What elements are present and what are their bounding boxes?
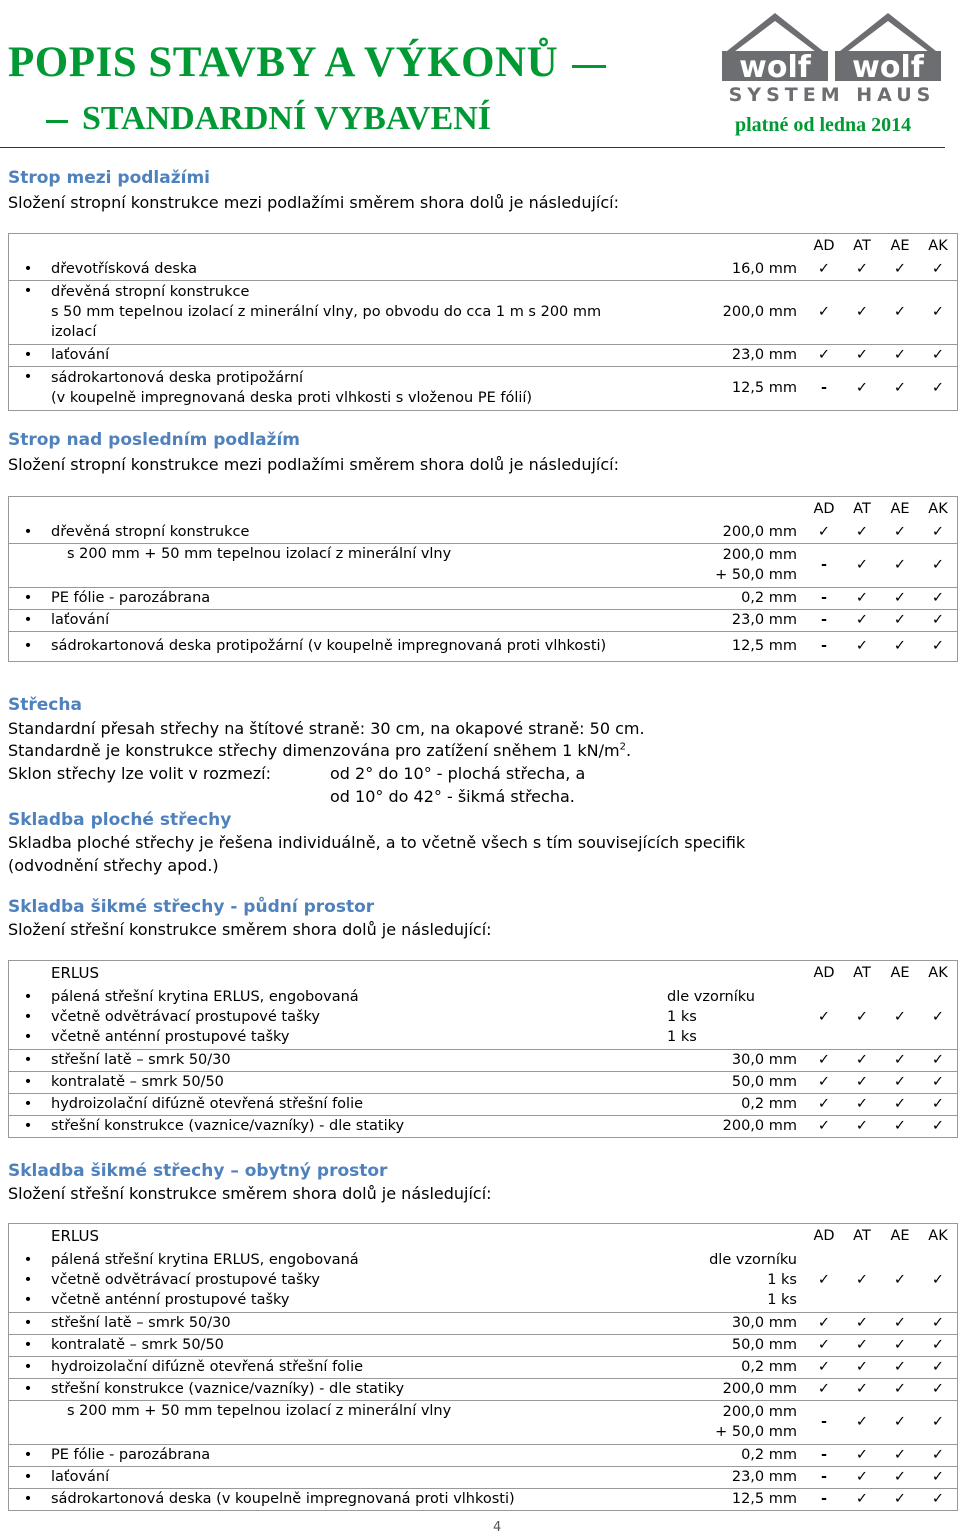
check-icon: ✓ (843, 1400, 881, 1444)
check-icon: ✓ (881, 631, 919, 661)
doc-subtitle-text: STANDARDNÍ VYBAVENÍ (82, 100, 492, 137)
row-desc: dřevotřísková deska (47, 258, 667, 280)
bullet: • (23, 1008, 33, 1025)
roof-slope-flat: od 2° do 10° - plochá střecha, a (330, 764, 586, 783)
check-icon: ✓ (881, 1049, 919, 1071)
check-icon: ✓ (919, 1378, 958, 1400)
check-icon: ✓ (919, 1071, 958, 1093)
check-icon: ✓ (919, 1466, 958, 1488)
col-ad: AD (813, 238, 835, 254)
section-heading-pitched-attic: Skladba šikmé střechy - půdní prostor (8, 897, 375, 917)
check-icon: ✓ (919, 985, 958, 1049)
check-icon: ✓ (843, 1115, 881, 1137)
bullet: • (9, 366, 48, 410)
superscript: 2 (619, 741, 626, 753)
col-ad: AD (813, 1228, 835, 1244)
header-divider (0, 147, 945, 148)
roof-slope-pitched: od 10° do 42° - šikmá střecha. (330, 787, 575, 806)
table-header-row (9, 497, 958, 522)
col-at: AT (853, 501, 871, 517)
check-icon: ✓ (919, 587, 958, 609)
check-icon: ✓ (881, 1378, 919, 1400)
table-row (9, 258, 958, 280)
check-icon: ✓ (843, 366, 881, 410)
check-icon: ✓ (843, 1071, 881, 1093)
check-icon: ✓ (843, 1378, 881, 1400)
check-icon: ✓ (805, 1378, 843, 1400)
col-ad: AD (813, 965, 835, 981)
table-row (9, 1115, 958, 1137)
row-value: 0,2 mm (667, 1444, 805, 1466)
bullet: • (9, 1334, 48, 1356)
wolf-logo-right (835, 13, 941, 85)
dash-mark: - (805, 587, 843, 609)
row-desc-line: pálená střešní krytina ERLUS, engobovaná (51, 1251, 359, 1268)
check-icon: ✓ (843, 280, 881, 344)
check-icon: ✓ (881, 587, 919, 609)
row-desc (47, 366, 667, 410)
check-icon: ✓ (843, 985, 881, 1049)
check-icon: ✓ (843, 1356, 881, 1378)
row-desc: PE fólie - parozábrana (47, 1444, 667, 1466)
check-icon: ✓ (919, 258, 958, 280)
table-row (9, 1248, 958, 1312)
row-value: 23,0 mm (667, 344, 805, 366)
row-value: 0,2 mm (667, 587, 805, 609)
check-icon: ✓ (805, 258, 843, 280)
bullet: • (23, 1271, 33, 1288)
check-icon: ✓ (881, 344, 919, 366)
table-row (9, 1312, 958, 1334)
svg-text:wolf: wolf (739, 50, 811, 85)
floor-ceiling-table (8, 233, 958, 411)
check-icon: ✓ (919, 521, 958, 543)
doc-title (8, 38, 606, 87)
check-icon: ✓ (881, 985, 919, 1049)
check-icon: ✓ (881, 1334, 919, 1356)
check-icon: ✓ (919, 366, 958, 410)
check-icon: ✓ (881, 258, 919, 280)
bullet: • (9, 1466, 48, 1488)
check-icon: ✓ (919, 1334, 958, 1356)
check-icon: ✓ (881, 1312, 919, 1334)
bullet: • (23, 988, 33, 1005)
bullet: • (23, 1291, 33, 1308)
row-desc (47, 985, 657, 1049)
row-desc-line: včetně odvětrávací prostupové tašky (51, 1008, 320, 1025)
row-value: 50,0 mm (657, 1071, 805, 1093)
doc-subtitle (46, 100, 491, 138)
row-value-line: dle vzorníku (709, 1251, 797, 1268)
row-desc-line: dřevěná stropní konstrukce (51, 284, 250, 300)
doc-title-text: POPIS STAVBY A VÝKONŮ (8, 39, 559, 86)
col-ae: AE (890, 501, 910, 517)
flat-roof-text: Skladba ploché střechy je řešena individuálně, a to včetně všech s tím souvisejících specifik (8, 833, 746, 852)
col-ad: AD (813, 501, 835, 517)
row-value: 0,2 mm (657, 1093, 805, 1115)
row-desc: PE fólie - parozábrana (47, 587, 667, 609)
row-desc: s 200 mm + 50 mm tepelnou izolací z minerální vlny (47, 543, 667, 587)
row-value-line: 1 ks (767, 1271, 797, 1288)
check-icon: ✓ (843, 1248, 881, 1312)
check-icon: ✓ (843, 1049, 881, 1071)
bullet: • (9, 587, 48, 609)
check-icon: ✓ (843, 1444, 881, 1466)
table-row (9, 344, 958, 366)
row-value: 12,5 mm (667, 631, 805, 661)
col-at: AT (853, 965, 871, 981)
table-row (9, 366, 958, 410)
check-icon: ✓ (919, 344, 958, 366)
check-icon: ✓ (919, 609, 958, 631)
section-intro: Složení stropní konstrukce mezi podlažími směrem shora dolů je následující: (8, 455, 619, 474)
check-icon: ✓ (919, 1093, 958, 1115)
table-row (9, 1334, 958, 1356)
dash-mark: - (805, 366, 843, 410)
pitched-attic-table (8, 960, 958, 1138)
bullet: • (9, 1356, 48, 1378)
row-desc-line: izolací (51, 324, 97, 340)
check-icon: ✓ (881, 366, 919, 410)
row-desc: hydroizolační difúzně otevřená střešní folie (47, 1093, 657, 1115)
row-value (657, 985, 805, 1049)
check-icon: ✓ (805, 1049, 843, 1071)
check-icon: ✓ (843, 344, 881, 366)
row-desc: laťování (47, 344, 667, 366)
roof-snow-text: Standardně je konstrukce střechy dimenzována pro zatížení sněhem 1 kN/m (8, 741, 620, 760)
title-underline (572, 65, 606, 68)
table-row (9, 609, 958, 631)
check-icon: ✓ (805, 521, 843, 543)
subtitle-underline (46, 120, 68, 123)
check-icon: ✓ (843, 258, 881, 280)
table-row (9, 1400, 958, 1444)
row-value: 200,0 mm (667, 280, 805, 344)
check-icon: ✓ (881, 1356, 919, 1378)
table-row (9, 1356, 958, 1378)
pitched-living-table (8, 1223, 958, 1511)
check-icon: ✓ (919, 1488, 958, 1510)
table-header-row (9, 961, 958, 986)
row-value: 50,0 mm (667, 1334, 805, 1356)
check-icon: ✓ (919, 1400, 958, 1444)
check-icon: ✓ (919, 631, 958, 661)
bullet-group (9, 1248, 48, 1312)
check-icon: ✓ (881, 1248, 919, 1312)
table-row (9, 1466, 958, 1488)
col-ak: AK (928, 238, 948, 254)
bullet: • (9, 1312, 48, 1334)
table-row (9, 1444, 958, 1466)
table-row (9, 985, 958, 1049)
roof-slope-label: Sklon střechy lze volit v rozmezí: (8, 764, 271, 783)
row-value: 200,0 mm (667, 521, 805, 543)
check-icon: ✓ (843, 1488, 881, 1510)
table-row (9, 1093, 958, 1115)
check-icon: ✓ (805, 280, 843, 344)
check-icon: ✓ (881, 1466, 919, 1488)
row-value: 200,0 mm (657, 1115, 805, 1137)
row-desc: hydroizolační difúzně otevřená střešní folie (47, 1356, 667, 1378)
roof-overhang-text: Standardní přesah střechy na štítové straně: 30 cm, na okapové straně: 50 cm. (8, 719, 645, 738)
check-icon: ✓ (919, 1248, 958, 1312)
svg-text:wolf: wolf (852, 50, 924, 85)
row-desc-line: (v koupelně impregnovaná deska proti vlhkosti s vloženou PE fólií) (51, 390, 533, 406)
row-desc: střešní konstrukce (vaznice/vazníky) - dle statiky (47, 1115, 657, 1137)
bullet: • (9, 344, 48, 366)
row-value: 16,0 mm (667, 258, 805, 280)
table-row (9, 1071, 958, 1093)
dash-mark: - (805, 543, 843, 587)
brand-label: ERLUS (51, 964, 100, 982)
table-row (9, 587, 958, 609)
row-value: 30,0 mm (657, 1049, 805, 1071)
check-icon: ✓ (843, 1466, 881, 1488)
check-icon: ✓ (919, 280, 958, 344)
table-row (9, 521, 958, 543)
col-at: AT (853, 238, 871, 254)
dash-mark: - (805, 631, 843, 661)
bullet: • (23, 1251, 33, 1268)
col-at: AT (853, 1228, 871, 1244)
row-desc (47, 280, 667, 344)
col-ak: AK (928, 501, 948, 517)
table-row (9, 1049, 958, 1071)
section-intro: Složení střešní konstrukce směrem shora dolů je následující: (8, 920, 492, 939)
check-icon: ✓ (843, 1312, 881, 1334)
row-desc: sádrokartonová deska (v koupelně impregnovaná proti vlhkosti) (47, 1488, 667, 1510)
table-row (9, 631, 958, 661)
brand-label: ERLUS (51, 1227, 100, 1245)
section-heading-flat-roof: Skladba ploché střechy (8, 810, 232, 830)
check-icon: ✓ (805, 1071, 843, 1093)
check-icon: ✓ (805, 1093, 843, 1115)
bullet: • (9, 1115, 48, 1137)
row-desc: s 200 mm + 50 mm tepelnou izolací z minerální vlny (47, 1400, 667, 1444)
check-icon: ✓ (881, 1488, 919, 1510)
check-icon: ✓ (919, 1049, 958, 1071)
check-icon: ✓ (843, 609, 881, 631)
dash-mark: - (805, 1466, 843, 1488)
row-value: 12,5 mm (667, 366, 805, 410)
row-value-line: + 50,0 mm (715, 1424, 797, 1440)
flat-roof-text: (odvodnění střechy apod.) (8, 856, 219, 875)
check-icon: ✓ (881, 280, 919, 344)
check-icon: ✓ (881, 1115, 919, 1137)
dash-mark: - (805, 609, 843, 631)
section-heading-roof: Střecha (8, 695, 82, 715)
row-value (667, 1248, 805, 1312)
wolf-system-haus-logo (720, 5, 945, 105)
check-icon: ✓ (919, 543, 958, 587)
bullet-group (9, 985, 48, 1049)
row-value-line: 1 ks (667, 1028, 697, 1045)
bullet: • (9, 258, 48, 280)
row-desc: kontralatě – smrk 50/50 (47, 1334, 667, 1356)
row-desc: sádrokartonová deska protipožární (v koupelně impregnovaná proti vlhkosti) (47, 631, 667, 661)
bullet: • (9, 521, 48, 543)
check-icon: ✓ (919, 1115, 958, 1137)
check-icon: ✓ (843, 587, 881, 609)
table-header-row (9, 1224, 958, 1249)
dash-mark: - (805, 1488, 843, 1510)
row-desc: střešní latě – smrk 50/30 (47, 1049, 657, 1071)
section-heading-pitched-living: Skladba šikmé střechy – obytný prostor (8, 1161, 388, 1181)
check-icon: ✓ (881, 1071, 919, 1093)
check-icon: ✓ (919, 1356, 958, 1378)
check-icon: ✓ (881, 1093, 919, 1115)
bullet: • (23, 1028, 33, 1045)
row-desc-line: pálená střešní krytina ERLUS, engobovaná (51, 988, 359, 1005)
col-ae: AE (890, 238, 910, 254)
row-value (667, 1400, 805, 1444)
row-value-line: + 50,0 mm (715, 567, 797, 583)
check-icon: ✓ (843, 1334, 881, 1356)
row-value: 23,0 mm (667, 609, 805, 631)
roof-snow-end: . (625, 741, 632, 760)
bullet: • (9, 1071, 48, 1093)
table-row (9, 280, 958, 344)
row-desc (47, 1248, 667, 1312)
check-icon: ✓ (805, 1115, 843, 1137)
row-value-line: 200,0 mm (722, 547, 797, 563)
dash-mark: - (805, 1444, 843, 1466)
check-icon: ✓ (843, 631, 881, 661)
row-value: 0,2 mm (667, 1356, 805, 1378)
check-icon: ✓ (881, 521, 919, 543)
row-value-line: 1 ks (767, 1291, 797, 1308)
section-heading-top-ceiling: Strop nad posledním podlažím (8, 430, 300, 450)
col-ae: AE (890, 1228, 910, 1244)
row-desc: střešní konstrukce (vaznice/vazníky) - dle statiky (47, 1378, 667, 1400)
check-icon: ✓ (881, 543, 919, 587)
check-icon: ✓ (843, 521, 881, 543)
check-icon: ✓ (919, 1444, 958, 1466)
row-desc-line: včetně odvětrávací prostupové tašky (51, 1271, 320, 1288)
check-icon: ✓ (881, 1444, 919, 1466)
row-value: 200,0 mm (667, 1378, 805, 1400)
row-desc-line: s 50 mm tepelnou izolací z minerální vlny, po obvodu do cca 1 m s 200 mm (51, 304, 602, 320)
roof-snow-load-text (8, 741, 631, 760)
row-value (667, 543, 805, 587)
row-desc-line: včetně anténní prostupové tašky (51, 1291, 290, 1308)
check-icon: ✓ (843, 1093, 881, 1115)
validity-date: platné od ledna 2014 (735, 114, 912, 136)
row-value: 30,0 mm (667, 1312, 805, 1334)
check-icon: ✓ (881, 609, 919, 631)
bullet: • (9, 1093, 48, 1115)
row-desc: dřevěná stropní konstrukce (47, 521, 667, 543)
wolf-logo-left (722, 13, 828, 85)
table-row (9, 1488, 958, 1510)
row-desc-line: sádrokartonová deska protipožární (51, 370, 304, 386)
row-value: 12,5 mm (667, 1488, 805, 1510)
row-value-line: dle vzorníku (667, 988, 755, 1005)
check-icon: ✓ (805, 1248, 843, 1312)
bullet: • (9, 1049, 48, 1071)
check-icon: ✓ (805, 1312, 843, 1334)
row-desc: kontralatě – smrk 50/50 (47, 1071, 657, 1093)
check-icon: ✓ (843, 543, 881, 587)
row-value-line: 200,0 mm (722, 1404, 797, 1420)
top-ceiling-table (8, 496, 958, 662)
col-ak: AK (928, 1228, 948, 1244)
check-icon: ✓ (805, 985, 843, 1049)
section-intro: Složení stropní konstrukce mezi podlažími směrem shora dolů je následující: (8, 193, 619, 212)
bullet: • (9, 631, 48, 661)
table-row (9, 1378, 958, 1400)
row-desc: laťování (47, 1466, 667, 1488)
bullet: • (9, 1378, 48, 1400)
row-value: 23,0 mm (667, 1466, 805, 1488)
bullet: • (9, 1488, 48, 1510)
table-row (9, 543, 958, 587)
col-ak: AK (928, 965, 948, 981)
bullet: • (9, 280, 48, 344)
section-heading-floor-ceiling: Strop mezi podlažími (8, 168, 210, 188)
check-icon: ✓ (805, 344, 843, 366)
row-value-line: 1 ks (667, 1008, 697, 1025)
check-icon: ✓ (919, 1312, 958, 1334)
svg-text:SYSTEM HAUS: SYSTEM HAUS (728, 84, 936, 105)
bullet: • (9, 609, 48, 631)
col-ae: AE (890, 965, 910, 981)
section-intro: Složení střešní konstrukce směrem shora dolů je následující: (8, 1184, 492, 1203)
check-icon: ✓ (805, 1356, 843, 1378)
table-header-row (9, 234, 958, 259)
check-icon: ✓ (805, 1334, 843, 1356)
bullet: • (9, 1444, 48, 1466)
page-number: 4 (493, 1520, 502, 1535)
check-icon: ✓ (881, 1400, 919, 1444)
row-desc: laťování (47, 609, 667, 631)
dash-mark: - (805, 1400, 843, 1444)
row-desc-line: včetně anténní prostupové tašky (51, 1028, 290, 1045)
row-desc: střešní latě – smrk 50/30 (47, 1312, 667, 1334)
